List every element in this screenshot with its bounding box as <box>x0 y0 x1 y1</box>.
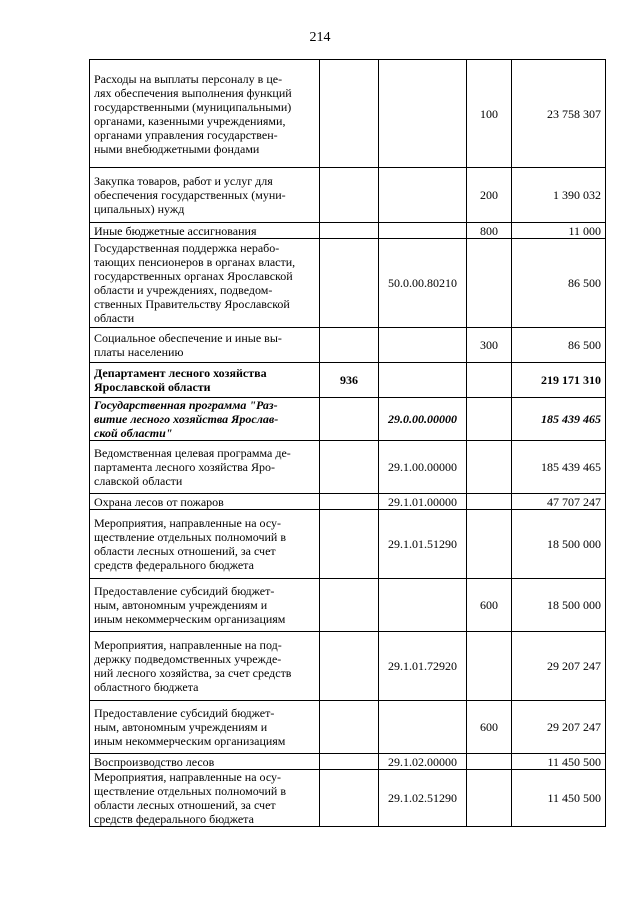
cell-name-line: Ведомственная целевая программа де- <box>94 446 291 460</box>
cell-dept: 936 <box>320 363 379 398</box>
cell-name-line: иным некоммерческим организациям <box>94 734 286 748</box>
cell-name-line: Расходы на выплаты персоналу в це- <box>94 71 283 86</box>
cell-type: 600 <box>467 579 512 632</box>
cell-name <box>90 510 320 579</box>
cell-name-line: Закупка товаров, работ и услуг для <box>94 174 273 188</box>
cell-type: 800 <box>467 223 512 239</box>
cell-name <box>90 494 320 510</box>
page-number: 214 <box>309 30 331 45</box>
cell-name-line: партамента лесного хозяйства Яро- <box>94 460 275 474</box>
budget-table <box>89 59 606 827</box>
cell-sum: 1 390 032 <box>512 168 606 223</box>
cell-sum: 185 439 465 <box>512 441 606 494</box>
cell-name-line: области и учреждениях, подведом- <box>94 283 273 297</box>
cell-name-line: Социальное обеспечение и иные вы- <box>94 331 282 345</box>
cell-name-line: ными внебюджетными фондами <box>94 141 260 156</box>
cell-sum: 185 439 465 <box>512 398 606 441</box>
cell-name-line: областного бюджета <box>94 680 199 694</box>
cell-name-line: ний лесного хозяйства, за счет средств <box>94 666 292 680</box>
cell-dept <box>320 441 379 494</box>
cell-name-line: славской области <box>94 474 183 488</box>
cell-code: 29.0.00.00000 <box>379 398 467 441</box>
cell-type <box>467 510 512 579</box>
cell-type: 200 <box>467 168 512 223</box>
cell-code: 29.1.01.00000 <box>379 494 467 510</box>
cell-name-line: Мероприятия, направленные на под- <box>94 638 282 652</box>
cell-dept <box>320 754 379 770</box>
cell-name-line: средств федерального бюджета <box>94 558 254 572</box>
cell-sum: 86 500 <box>512 239 606 328</box>
cell-dept <box>320 579 379 632</box>
table-row <box>90 328 606 363</box>
cell-type <box>467 494 512 510</box>
cell-dept <box>320 494 379 510</box>
cell-code: 29.1.01.51290 <box>379 510 467 579</box>
cell-name <box>90 754 320 770</box>
cell-code <box>379 579 467 632</box>
cell-sum: 29 207 247 <box>512 701 606 754</box>
cell-type <box>467 239 512 328</box>
cell-type <box>467 363 512 398</box>
cell-name <box>90 239 320 328</box>
cell-dept <box>320 632 379 701</box>
cell-sum: 11 000 <box>512 223 606 239</box>
cell-dept <box>320 60 379 168</box>
cell-name <box>90 223 320 239</box>
table-row <box>90 754 606 770</box>
cell-type <box>467 398 512 441</box>
cell-code: 29.1.02.00000 <box>379 754 467 770</box>
cell-dept <box>320 168 379 223</box>
cell-name <box>90 168 320 223</box>
cell-sum: 23 758 307 <box>512 60 606 168</box>
cell-type: 300 <box>467 328 512 363</box>
cell-code: 50.0.00.80210 <box>379 239 467 328</box>
cell-name-line: ным, автономным учреждениям и <box>94 720 268 734</box>
cell-name <box>90 328 320 363</box>
cell-sum: 86 500 <box>512 328 606 363</box>
cell-name-line: Государственная поддержка нерабо- <box>94 241 280 255</box>
cell-name-line: органами, казенными учреждениями, <box>94 113 286 128</box>
cell-name-line: держку подведомственных учрежде- <box>94 652 282 666</box>
cell-sum: 47 707 247 <box>512 494 606 510</box>
cell-code: 29.1.00.00000 <box>379 441 467 494</box>
cell-sum: 11 450 500 <box>512 770 606 827</box>
cell-code: 29.1.01.72920 <box>379 632 467 701</box>
cell-name <box>90 770 320 827</box>
cell-name <box>90 701 320 754</box>
cell-sum: 18 500 000 <box>512 510 606 579</box>
cell-name-line: ципальных) нужд <box>94 202 185 216</box>
cell-name <box>90 398 320 441</box>
cell-name-line: Предоставление субсидий бюджет- <box>94 584 275 598</box>
cell-name-line: Охрана лесов от пожаров <box>94 494 224 509</box>
cell-sum: 18 500 000 <box>512 579 606 632</box>
cell-name-line: ществление отдельных полномочий в <box>94 530 287 544</box>
cell-code <box>379 701 467 754</box>
cell-name-line: ществление отдельных полномочий в <box>94 784 287 798</box>
table-row <box>90 168 606 223</box>
cell-dept <box>320 770 379 827</box>
cell-name-line: области лесных отношений, за счет <box>94 544 276 558</box>
cell-sum: 219 171 310 <box>512 363 606 398</box>
cell-name-line: средств федерального бюджета <box>94 812 254 826</box>
cell-name-line: области <box>94 311 135 325</box>
cell-type: 600 <box>467 701 512 754</box>
budget-table-body <box>90 60 606 827</box>
cell-name <box>90 632 320 701</box>
cell-name-line: Воспроизводство лесов <box>94 754 215 769</box>
table-row <box>90 363 606 398</box>
cell-name-line: Мероприятия, направленные на осу- <box>94 516 281 530</box>
cell-type <box>467 770 512 827</box>
cell-name-line: ской области" <box>94 426 173 440</box>
cell-name-line: Мероприятия, направленные на осу- <box>94 770 281 784</box>
cell-name-line: государственными (муниципальными) <box>94 99 292 114</box>
cell-name-line: ственных Правительству Ярославской <box>94 297 290 311</box>
cell-code <box>379 223 467 239</box>
cell-code: 29.1.02.51290 <box>379 770 467 827</box>
cell-name <box>90 60 320 168</box>
cell-name-line: органами управления государствен- <box>94 127 278 142</box>
cell-name-line: платы населению <box>94 345 184 359</box>
cell-sum: 29 207 247 <box>512 632 606 701</box>
cell-type <box>467 632 512 701</box>
cell-code <box>379 363 467 398</box>
cell-type <box>467 754 512 770</box>
cell-name-line: Иные бюджетные ассигнования <box>94 223 257 238</box>
table-row <box>90 441 606 494</box>
cell-name-line: Ярославской области <box>94 380 211 394</box>
cell-dept <box>320 398 379 441</box>
cell-dept <box>320 328 379 363</box>
table-row <box>90 701 606 754</box>
cell-code <box>379 60 467 168</box>
cell-dept <box>320 701 379 754</box>
cell-name <box>90 363 320 398</box>
table-row <box>90 494 606 510</box>
table-row <box>90 770 606 827</box>
table-row <box>90 223 606 239</box>
cell-sum: 11 450 500 <box>512 754 606 770</box>
cell-name-line: Предоставление субсидий бюджет- <box>94 706 275 720</box>
table-row <box>90 239 606 328</box>
cell-dept <box>320 223 379 239</box>
cell-name-line: витие лесного хозяйства Ярослав- <box>94 412 279 426</box>
cell-name-line: обеспечения государственных (муни- <box>94 188 286 202</box>
cell-type <box>467 441 512 494</box>
cell-name <box>90 441 320 494</box>
table-row <box>90 579 606 632</box>
cell-name-line: лях обеспечения выполнения функций <box>94 85 292 100</box>
table-row <box>90 632 606 701</box>
table-row <box>90 510 606 579</box>
cell-code <box>379 328 467 363</box>
cell-dept <box>320 239 379 328</box>
cell-dept <box>320 510 379 579</box>
table-row <box>90 398 606 441</box>
cell-name-line: иным некоммерческим организациям <box>94 612 286 626</box>
cell-name-line: Государственная программа "Раз- <box>94 398 278 412</box>
cell-name-line: области лесных отношений, за счет <box>94 798 276 812</box>
cell-name-line: ным, автономным учреждениям и <box>94 598 268 612</box>
cell-name <box>90 579 320 632</box>
cell-code <box>379 168 467 223</box>
cell-name-line: государственных органах Ярославской <box>94 269 293 283</box>
cell-name-line: Департамент лесного хозяйства <box>94 366 267 380</box>
cell-name-line: тающих пенсионеров в органах власти, <box>94 255 296 269</box>
table-row <box>90 60 606 168</box>
cell-type: 100 <box>467 60 512 168</box>
